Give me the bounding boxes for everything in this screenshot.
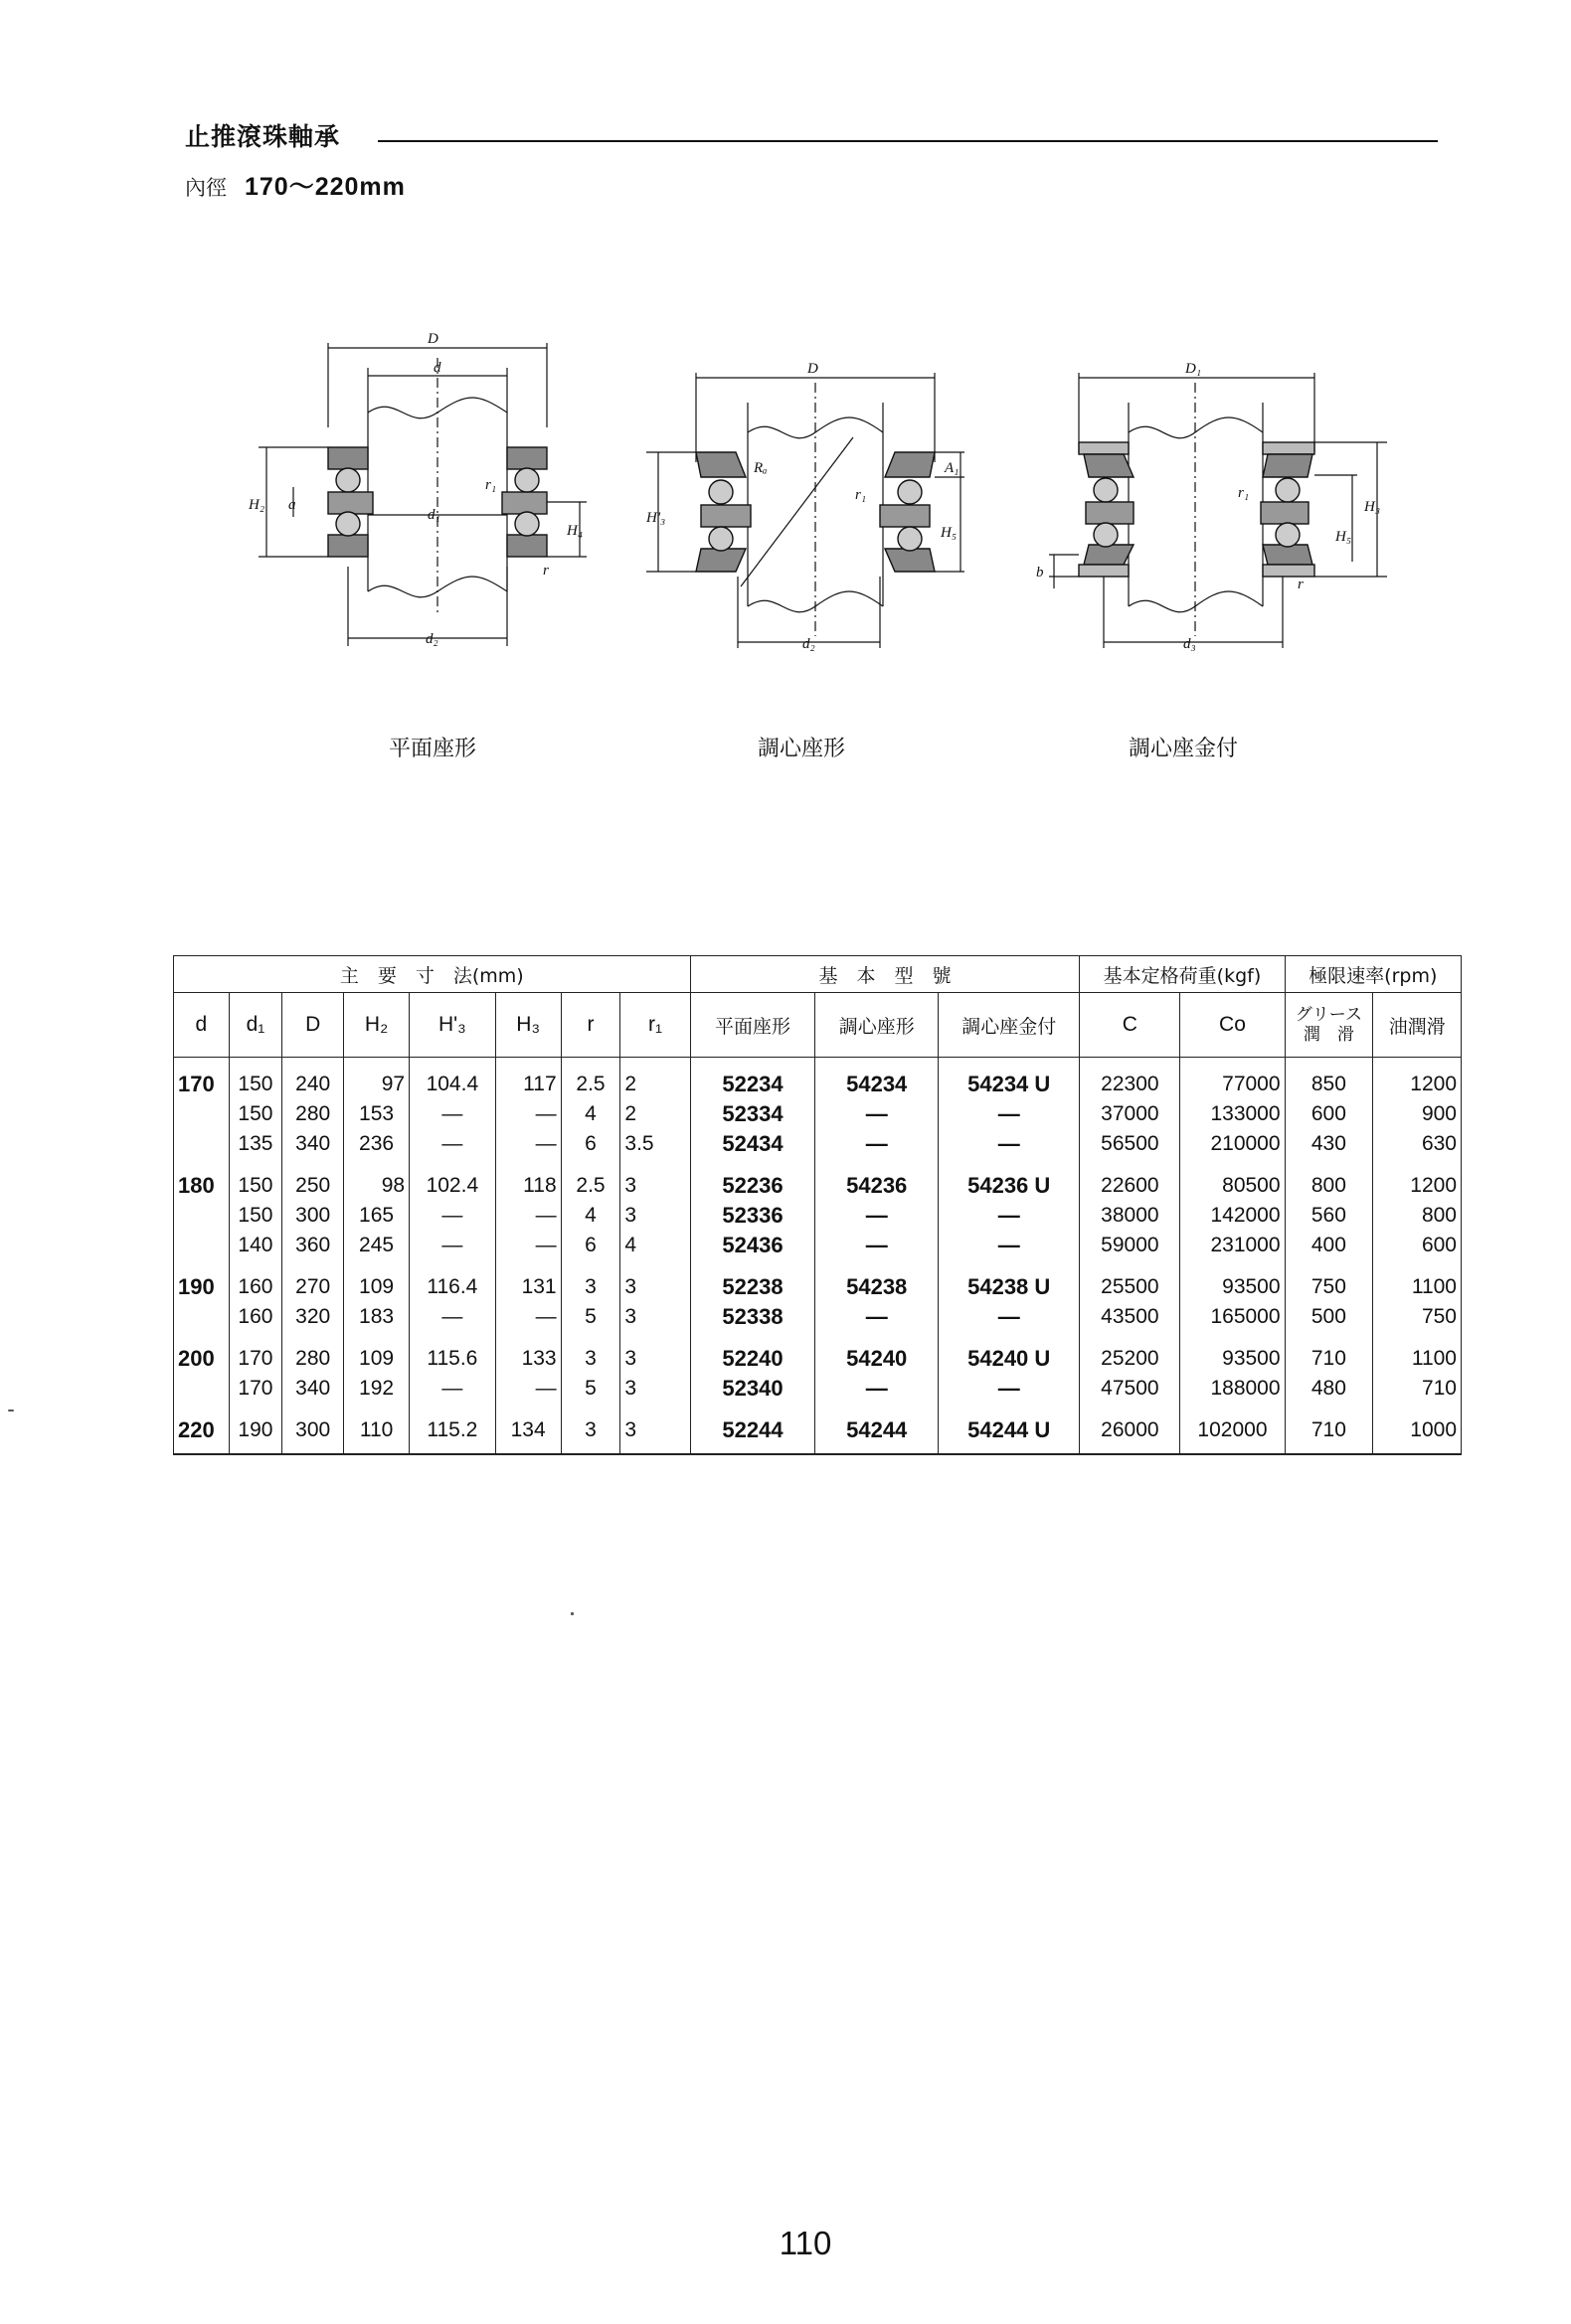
cell-r1: 3 [620, 1171, 690, 1201]
cell-align: 54238 [815, 1272, 939, 1302]
cell-flat: 52234 [690, 1070, 815, 1099]
label-d1: d₁ [428, 507, 440, 523]
cell-H3: 118 [495, 1171, 561, 1201]
cell-d1: 150 [229, 1099, 282, 1129]
cell-d: 200 [174, 1344, 230, 1374]
cell-d1: 150 [229, 1171, 282, 1201]
col-d1: d₁ [229, 993, 282, 1058]
cell-flat: 52238 [690, 1272, 815, 1302]
cell-D: 320 [282, 1302, 344, 1332]
label-Ra: Rₐ [754, 460, 768, 476]
cell-H3p: 115.2 [410, 1415, 496, 1454]
cell-align-washer: 54238 U [939, 1272, 1080, 1302]
cell-align-washer: — [939, 1129, 1080, 1159]
cell-r1: 3 [620, 1374, 690, 1404]
cell-Co: 80500 [1180, 1171, 1285, 1201]
cell-C: 22300 [1080, 1070, 1180, 1099]
col-grease [1285, 993, 1373, 1058]
page-subtitle [185, 167, 406, 203]
label-H5: H₅ [941, 525, 958, 541]
diagram-aligning-washer [1034, 328, 1392, 656]
cell-Co: 188000 [1180, 1374, 1285, 1404]
cell-C: 43500 [1080, 1302, 1180, 1332]
cell-r: 4 [561, 1201, 620, 1231]
cell-align: — [815, 1302, 939, 1332]
cell-H3p: 116.4 [410, 1272, 496, 1302]
table-row [174, 1171, 1462, 1201]
cell-r1: 3.5 [620, 1129, 690, 1159]
cell-H2: 110 [344, 1415, 410, 1454]
cell-oil: 710 [1373, 1374, 1462, 1404]
cell-Co: 210000 [1180, 1129, 1285, 1159]
col-H3: H₃ [495, 993, 561, 1058]
cell-align-washer: — [939, 1231, 1080, 1260]
subtitle-range: 170～220mm [245, 173, 406, 201]
label-H4: H₄ [567, 523, 584, 539]
cell-oil: 900 [1373, 1099, 1462, 1129]
cell-flat: 52236 [690, 1171, 815, 1201]
cell-grease: 400 [1285, 1231, 1373, 1260]
cell-r1: 4 [620, 1231, 690, 1260]
cell-H3p: — [410, 1374, 496, 1404]
cell-C: 47500 [1080, 1374, 1180, 1404]
cell-D: 300 [282, 1415, 344, 1454]
cell-Co: 93500 [1180, 1272, 1285, 1302]
cell-D: 270 [282, 1272, 344, 1302]
cell-H3: 133 [495, 1344, 561, 1374]
cell-align-washer: 54244 U [939, 1415, 1080, 1454]
cell-D: 240 [282, 1070, 344, 1099]
cell-oil: 630 [1373, 1129, 1462, 1159]
table-row [174, 1272, 1462, 1302]
cell-H3p: — [410, 1129, 496, 1159]
table-row [174, 1070, 1462, 1099]
diagram-flat-seat [249, 328, 607, 656]
table-row [174, 1302, 1462, 1332]
cell-H2: 183 [344, 1302, 410, 1332]
col-H2: H₂ [344, 993, 410, 1058]
cell-oil: 600 [1373, 1231, 1462, 1260]
table-row [174, 1099, 1462, 1129]
cell-grease: 560 [1285, 1201, 1373, 1231]
label-H3p: H'₃ [646, 510, 666, 526]
cell-d1: 160 [229, 1272, 282, 1302]
cell-Co: 165000 [1180, 1302, 1285, 1332]
cell-align: — [815, 1129, 939, 1159]
col-d: d [174, 993, 230, 1058]
diagram-caption-washer: 調心座金付 [1128, 737, 1238, 761]
cell-Co: 133000 [1180, 1099, 1285, 1129]
cell-r1: 3 [620, 1344, 690, 1374]
cell-d [174, 1129, 230, 1159]
cell-oil: 1000 [1373, 1415, 1462, 1454]
label-d2: d₂ [802, 636, 815, 652]
cell-flat: 52244 [690, 1415, 815, 1454]
cell-r: 4 [561, 1099, 620, 1129]
cell-d [174, 1099, 230, 1129]
cell-r: 5 [561, 1374, 620, 1404]
cell-align: 54240 [815, 1344, 939, 1374]
cell-d [174, 1302, 230, 1332]
cell-C: 56500 [1080, 1129, 1180, 1159]
cell-grease: 800 [1285, 1171, 1373, 1201]
cell-r1: 2 [620, 1070, 690, 1099]
table-body [174, 1058, 1462, 1455]
cell-H2: 192 [344, 1374, 410, 1404]
cell-grease: 480 [1285, 1374, 1373, 1404]
cell-H3: 117 [495, 1070, 561, 1099]
label-a: a [288, 497, 296, 513]
label-D: D [428, 331, 438, 347]
label-H5: H₅ [1335, 529, 1352, 545]
table-row [174, 1201, 1462, 1231]
label-H2: H₂ [249, 497, 265, 513]
cell-d1: 170 [229, 1344, 282, 1374]
label-r: r [1298, 577, 1304, 592]
cell-r: 3 [561, 1272, 620, 1302]
col-flat: 平面座形 [690, 993, 815, 1058]
cell-H3: 134 [495, 1415, 561, 1454]
table-row [174, 1344, 1462, 1374]
cell-grease: 750 [1285, 1272, 1373, 1302]
cell-flat: 52340 [690, 1374, 815, 1404]
cell-H3p: — [410, 1302, 496, 1332]
cell-r: 5 [561, 1302, 620, 1332]
table-row [174, 1129, 1462, 1159]
label-r: r [543, 563, 549, 579]
cell-H2: 97 [344, 1070, 410, 1099]
cell-d [174, 1201, 230, 1231]
cell-align-washer: — [939, 1099, 1080, 1129]
diagram-caption-aligning: 調心座形 [757, 737, 845, 761]
table-row [174, 1374, 1462, 1404]
cell-Co: 142000 [1180, 1201, 1285, 1231]
cell-d1: 170 [229, 1374, 282, 1404]
cell-align: — [815, 1374, 939, 1404]
cell-flat: 52338 [690, 1302, 815, 1332]
cell-H3p: — [410, 1099, 496, 1129]
cell-r1: 3 [620, 1201, 690, 1231]
cell-align: — [815, 1201, 939, 1231]
diagram-aligning-seat [646, 328, 1004, 656]
cell-align-washer: 54236 U [939, 1171, 1080, 1201]
header-dimensions: 主 要 寸 法(mm) [174, 956, 691, 993]
cell-H2: 109 [344, 1344, 410, 1374]
cell-r: 2.5 [561, 1070, 620, 1099]
cell-D: 340 [282, 1129, 344, 1159]
cell-d: 190 [174, 1272, 230, 1302]
cell-align-washer: — [939, 1201, 1080, 1231]
cell-align: — [815, 1231, 939, 1260]
cell-r1: 2 [620, 1099, 690, 1129]
table-row [174, 1231, 1462, 1260]
page-title: 止推滾珠軸承 [185, 122, 341, 151]
label-d: d [434, 360, 441, 376]
col-Co: Co [1180, 993, 1285, 1058]
cell-C: 38000 [1080, 1201, 1180, 1231]
label-d2: d₂ [426, 631, 438, 647]
cell-oil: 1200 [1373, 1070, 1462, 1099]
cell-H2: 153 [344, 1099, 410, 1129]
cell-H3: — [495, 1374, 561, 1404]
cell-d: 220 [174, 1415, 230, 1454]
cell-H3: — [495, 1302, 561, 1332]
cell-H3: — [495, 1099, 561, 1129]
col-oil: 油潤滑 [1373, 993, 1462, 1058]
header-load: 基本定格荷重(kgf) [1080, 956, 1285, 993]
cell-r: 3 [561, 1415, 620, 1454]
header-speed: 極限速率(rpm) [1285, 956, 1461, 993]
cell-flat: 52434 [690, 1129, 815, 1159]
cell-C: 59000 [1080, 1231, 1180, 1260]
bearing-spec-table [173, 955, 1462, 1455]
cell-r: 6 [561, 1129, 620, 1159]
cell-flat: 52336 [690, 1201, 815, 1231]
subtitle-label: 內徑 [185, 176, 227, 200]
label-H3: H₃ [1364, 499, 1381, 515]
label-r1: r₁ [485, 477, 497, 493]
cell-grease: 710 [1285, 1344, 1373, 1374]
cell-H3p: — [410, 1201, 496, 1231]
cell-C: 25200 [1080, 1344, 1180, 1374]
cell-H3p: — [410, 1231, 496, 1260]
cell-d1: 140 [229, 1231, 282, 1260]
header-model: 基 本 型 號 [690, 956, 1080, 993]
cell-d [174, 1231, 230, 1260]
col-align: 調心座形 [815, 993, 939, 1058]
label-A1: A₁ [945, 460, 960, 476]
cell-grease: 600 [1285, 1099, 1373, 1129]
label-b: b [1036, 565, 1044, 581]
cell-r1: 3 [620, 1415, 690, 1454]
cell-align-washer: — [939, 1302, 1080, 1332]
speck [8, 1410, 14, 1411]
cell-oil: 1200 [1373, 1171, 1462, 1201]
diagram-caption-flat: 平面座形 [388, 737, 476, 761]
cell-Co: 231000 [1180, 1231, 1285, 1260]
cell-r1: 3 [620, 1272, 690, 1302]
cell-H3: — [495, 1129, 561, 1159]
cell-H2: 109 [344, 1272, 410, 1302]
cell-align: 54244 [815, 1415, 939, 1454]
cell-H3p: 115.6 [410, 1344, 496, 1374]
cell-H2: 165 [344, 1201, 410, 1231]
cell-D: 280 [282, 1344, 344, 1374]
label-r1: r₁ [855, 487, 867, 503]
cell-oil: 750 [1373, 1302, 1462, 1332]
grease-top: グリース [1295, 1005, 1362, 1025]
cell-H3: — [495, 1201, 561, 1231]
cell-H3: 131 [495, 1272, 561, 1302]
cell-Co: 77000 [1180, 1070, 1285, 1099]
cell-H2: 236 [344, 1129, 410, 1159]
cell-d1: 160 [229, 1302, 282, 1332]
cell-align: — [815, 1099, 939, 1129]
cell-grease: 710 [1285, 1415, 1373, 1454]
cell-H2: 245 [344, 1231, 410, 1260]
cell-d1: 135 [229, 1129, 282, 1159]
cell-d [174, 1374, 230, 1404]
speck [571, 1612, 574, 1615]
cell-Co: 102000 [1180, 1415, 1285, 1454]
cell-D: 300 [282, 1201, 344, 1231]
cell-C: 37000 [1080, 1099, 1180, 1129]
cell-C: 26000 [1080, 1415, 1180, 1454]
cell-H2: 98 [344, 1171, 410, 1201]
grease-bottom: 潤 滑 [1303, 1025, 1354, 1045]
cell-d1: 150 [229, 1201, 282, 1231]
cell-Co: 93500 [1180, 1344, 1285, 1374]
cell-H3p: 104.4 [410, 1070, 496, 1099]
cell-d: 170 [174, 1070, 230, 1099]
cell-grease: 500 [1285, 1302, 1373, 1332]
col-H3p: H'₃ [410, 993, 496, 1058]
cell-align: 54236 [815, 1171, 939, 1201]
label-d3: d₃ [1183, 636, 1196, 652]
label-D1: D₁ [1185, 361, 1202, 377]
cell-d1: 190 [229, 1415, 282, 1454]
cell-C: 22600 [1080, 1171, 1180, 1201]
cell-grease: 850 [1285, 1070, 1373, 1099]
col-D: D [282, 993, 344, 1058]
cell-D: 360 [282, 1231, 344, 1260]
cell-H3: — [495, 1231, 561, 1260]
cell-align: 54234 [815, 1070, 939, 1099]
cell-flat: 52436 [690, 1231, 815, 1260]
cell-r1: 3 [620, 1302, 690, 1332]
cell-align-washer: — [939, 1374, 1080, 1404]
cell-r: 3 [561, 1344, 620, 1374]
page-number: 110 [779, 2225, 832, 2261]
cell-flat: 52334 [690, 1099, 815, 1129]
cell-C: 25500 [1080, 1272, 1180, 1302]
label-r1: r₁ [1238, 485, 1250, 501]
cell-r: 6 [561, 1231, 620, 1260]
col-align-washer: 調心座金付 [939, 993, 1080, 1058]
col-C: C [1080, 993, 1180, 1058]
col-r: r [561, 993, 620, 1058]
cell-H3p: 102.4 [410, 1171, 496, 1201]
title-rule [378, 140, 1438, 142]
cell-grease: 430 [1285, 1129, 1373, 1159]
cell-D: 340 [282, 1374, 344, 1404]
cell-align-washer: 54234 U [939, 1070, 1080, 1099]
cell-r: 2.5 [561, 1171, 620, 1201]
cell-oil: 1100 [1373, 1272, 1462, 1302]
cell-d1: 150 [229, 1070, 282, 1099]
cell-D: 250 [282, 1171, 344, 1201]
cell-oil: 1100 [1373, 1344, 1462, 1374]
label-D: D [807, 361, 818, 377]
cell-align-washer: 54240 U [939, 1344, 1080, 1374]
cell-D: 280 [282, 1099, 344, 1129]
cell-d: 180 [174, 1171, 230, 1201]
cell-flat: 52240 [690, 1344, 815, 1374]
cell-oil: 800 [1373, 1201, 1462, 1231]
table-row [174, 1415, 1462, 1454]
col-r1: r₁ [620, 993, 690, 1058]
